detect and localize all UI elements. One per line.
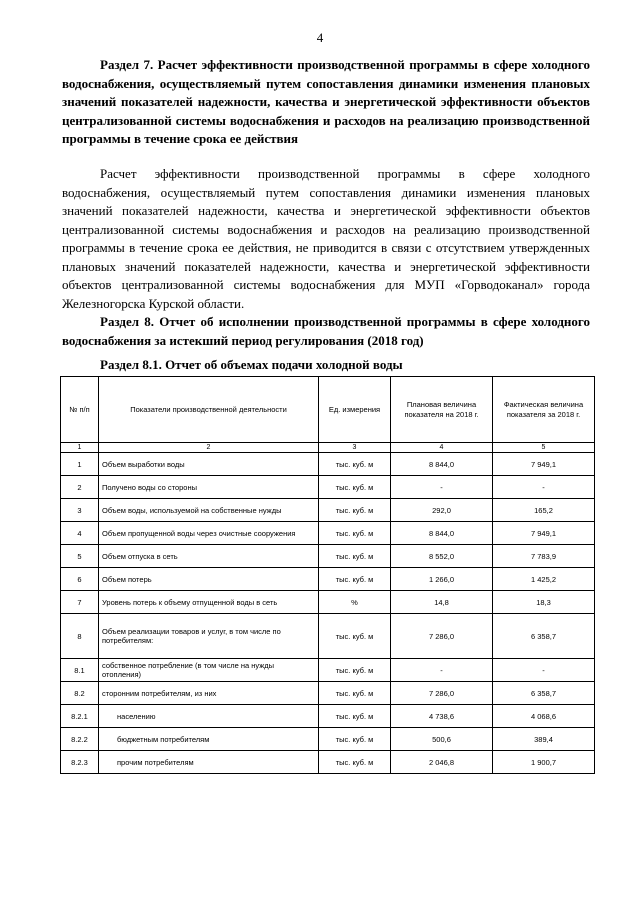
section8-heading-text: Раздел 8. Отчет об исполнении производственной программы в сфере холодного водоснабжения за истекший период регулирования (2018 год) — [62, 314, 590, 348]
row-unit: тыс. куб. м — [319, 682, 391, 705]
row-fact-value: 389,4 — [493, 728, 595, 751]
row-plan-value: 8 844,0 — [391, 522, 493, 545]
table-row — [61, 499, 595, 522]
row-fact-value: 18,3 — [493, 591, 595, 614]
row-indicator-name: сторонним потребителям, из них — [99, 682, 319, 705]
section7-heading-text: Раздел 7. Расчет эффективности производственной программы в сфере холодного водоснабжения, осуществляемый путем сопоставления динамики изменения плановых значений показателей надежности, качества и энергетической эффективности объектов централизованной системы водоснабжения и расходов на реализацию производственной программы в течение срока ее действия — [62, 57, 590, 146]
row-number: 8.2 — [61, 682, 99, 705]
row-unit: тыс. куб. м — [319, 705, 391, 728]
page-number: 4 — [316, 30, 324, 45]
row-unit: тыс. куб. м — [319, 545, 391, 568]
table-row — [61, 568, 595, 591]
row-unit: тыс. куб. м — [319, 453, 391, 476]
table-row — [61, 453, 595, 476]
row-unit: тыс. куб. м — [319, 568, 391, 591]
table-row — [61, 751, 595, 774]
row-plan-value: 8 844,0 — [391, 453, 493, 476]
table-body — [61, 443, 595, 774]
row-number: 8.2.1 — [61, 705, 99, 728]
row-fact-value: - — [493, 476, 595, 499]
table-row — [61, 705, 595, 728]
row-plan-value: 500,6 — [391, 728, 493, 751]
row-indicator-name: прочим потребителям — [99, 751, 319, 774]
row-plan-value: 2 046,8 — [391, 751, 493, 774]
row-fact-value: 7 949,1 — [493, 453, 595, 476]
column-index: 2 — [99, 443, 319, 453]
water-volume-table — [60, 376, 595, 774]
row-fact-value: 4 068,6 — [493, 705, 595, 728]
row-plan-value: 14,8 — [391, 591, 493, 614]
row-unit: тыс. куб. м — [319, 614, 391, 659]
row-number: 5 — [61, 545, 99, 568]
column-index: 1 — [61, 443, 99, 453]
row-plan-value: - — [391, 659, 493, 682]
row-number: 8 — [61, 614, 99, 659]
table-row — [61, 682, 595, 705]
table-row — [61, 614, 595, 659]
row-number: 3 — [61, 499, 99, 522]
section7-body-text: Расчет эффективности производственной программы в сфере холодного водоснабжения, осуществляемый путем сопоставления динамики изменения плановых значений показателей надежности, качества и энергетической эффективности объектов централизованной системы водоснабжения и расходов на реализацию производственной программы в течение срока ее действия, не приводится в связи с отсутствием утвержденных плановых значений показателей надежности, качества и энергетической эффективности объектов централизованной системы водоснабжения для МУП «Горводоканал» города Железногорска Курской области. — [62, 166, 590, 311]
row-number: 6 — [61, 568, 99, 591]
table-row — [61, 659, 595, 682]
column-index-row — [61, 443, 595, 453]
row-unit: тыс. куб. м — [319, 728, 391, 751]
row-plan-value: - — [391, 476, 493, 499]
row-plan-value: 7 286,0 — [391, 614, 493, 659]
row-indicator-name: собственное потребление (в том числе на нужды отопления) — [99, 659, 319, 682]
row-fact-value: 7 949,1 — [493, 522, 595, 545]
subsection-title: Раздел 8.1. Отчет об объемах подачи холодной воды — [100, 357, 403, 372]
row-indicator-name: бюджетным потребителям — [99, 728, 319, 751]
column-index: 3 — [319, 443, 391, 453]
section8-heading — [62, 313, 590, 350]
row-fact-value: 7 783,9 — [493, 545, 595, 568]
row-fact-value: 6 358,7 — [493, 614, 595, 659]
table-row — [61, 545, 595, 568]
row-fact-value: 1 900,7 — [493, 751, 595, 774]
column-index: 4 — [391, 443, 493, 453]
row-fact-value: 165,2 — [493, 499, 595, 522]
row-number: 1 — [61, 453, 99, 476]
row-indicator-name: Объем реализации товаров и услуг, в том числе по потребителям: — [99, 614, 319, 659]
row-fact-value: - — [493, 659, 595, 682]
row-number: 2 — [61, 476, 99, 499]
row-number: 7 — [61, 591, 99, 614]
row-unit: % — [319, 591, 391, 614]
row-unit: тыс. куб. м — [319, 499, 391, 522]
row-plan-value: 292,0 — [391, 499, 493, 522]
section7-heading — [62, 56, 590, 149]
header-unit: Ед. измерения — [319, 377, 391, 443]
row-number: 8.2.2 — [61, 728, 99, 751]
header-plan: Плановая величина показателя на 2018 г. — [391, 377, 493, 443]
column-index: 5 — [493, 443, 595, 453]
header-num: № п/п — [61, 377, 99, 443]
row-number: 8.1 — [61, 659, 99, 682]
table-header-row — [61, 377, 595, 443]
row-unit: тыс. куб. м — [319, 476, 391, 499]
row-number: 4 — [61, 522, 99, 545]
row-indicator-name: Уровень потерь к объему отпущенной воды в сеть — [99, 591, 319, 614]
row-plan-value: 1 266,0 — [391, 568, 493, 591]
row-indicator-name: Объем отпуска в сеть — [99, 545, 319, 568]
header-fact: Фактическая величина показателя за 2018 г. — [493, 377, 595, 443]
row-indicator-name: Объем выработки воды — [99, 453, 319, 476]
table-row — [61, 728, 595, 751]
row-unit: тыс. куб. м — [319, 522, 391, 545]
row-indicator-name: Объем воды, используемой на собственные нужды — [99, 499, 319, 522]
row-plan-value: 4 738,6 — [391, 705, 493, 728]
table-row — [61, 476, 595, 499]
table-row — [61, 591, 595, 614]
header-name: Показатели производственной деятельности — [99, 377, 319, 443]
row-indicator-name: населению — [99, 705, 319, 728]
row-indicator-name: Объем потерь — [99, 568, 319, 591]
row-indicator-name: Объем пропущенной воды через очистные сооружения — [99, 522, 319, 545]
table-row — [61, 522, 595, 545]
row-plan-value: 8 552,0 — [391, 545, 493, 568]
row-fact-value: 1 425,2 — [493, 568, 595, 591]
section7-body — [62, 165, 590, 313]
row-plan-value: 7 286,0 — [391, 682, 493, 705]
row-indicator-name: Получено воды со стороны — [99, 476, 319, 499]
row-unit: тыс. куб. м — [319, 751, 391, 774]
row-fact-value: 6 358,7 — [493, 682, 595, 705]
row-unit: тыс. куб. м — [319, 659, 391, 682]
row-number: 8.2.3 — [61, 751, 99, 774]
